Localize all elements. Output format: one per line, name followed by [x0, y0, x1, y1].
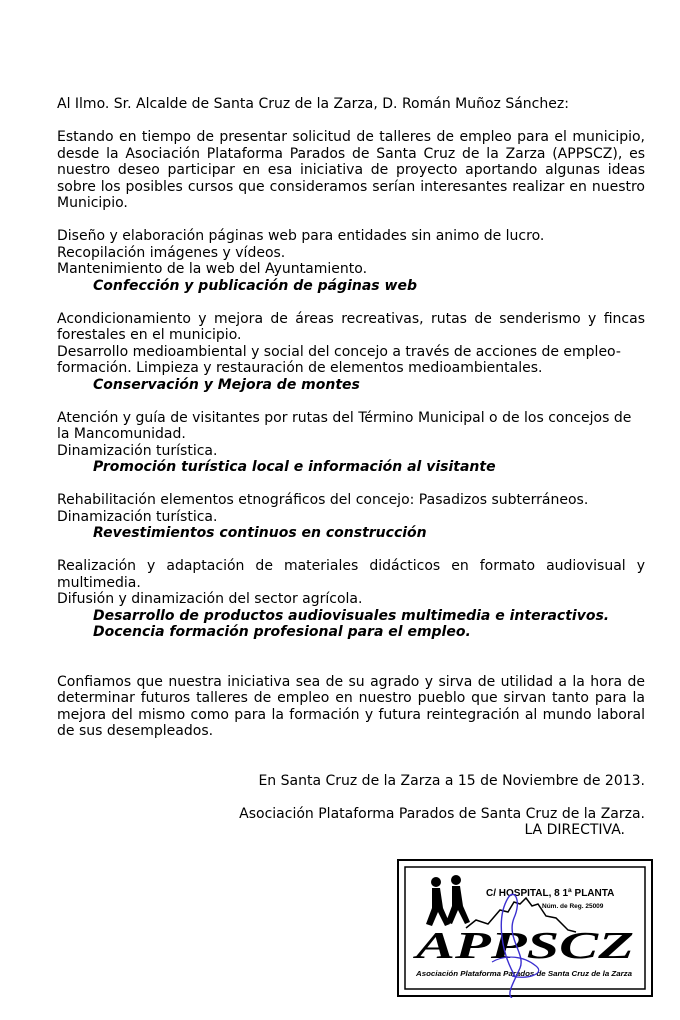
course-item: Atención y guía de visitantes por rutas del Término Municipal o de los concejos de la Mancomunidad.: [57, 409, 632, 442]
intro-paragraph: Estando en tiempo de presentar solicitud de talleres de empleo para el municipio, desde la Asociación Plataforma Parados de Santa Cruz de la Zarza (APPSCZ), es nuestro deseo participar en esa iniciativa de proyecto aportando algunas ideas sobre los posibles cursos que consideramos serían interesantes realizar en nuestro Municipio.: [57, 129, 645, 211]
course-section-4: [57, 492, 645, 542]
walking-people-icon: [426, 875, 470, 926]
closing-paragraph: Confiamos que nuestra iniciativa sea de su agrado y sirva de utilidad a la hora de determinar futuros talleres de empleo en nuestro pueblo que sirvan tanto para la mejora del mismo como para la formación y futura reintegración al mundo laboral de sus desempleados.: [57, 673, 645, 739]
association-stamp: [396, 858, 654, 998]
stamp-full-name: Asociación Plataforma Parados de Santa Cruz de la Zarza: [414, 969, 632, 978]
course-title: Revestimientos continuos en construcción: [93, 525, 427, 541]
course-section-5: [57, 558, 645, 641]
course-item: Dinamización turística.: [57, 442, 218, 459]
signature-role: LA DIRECTIVA.: [524, 822, 625, 838]
date-line: En Santa Cruz de la Zarza a 15 de Noviembre de 2013.: [258, 772, 645, 789]
course-item: Realización y adaptación de materiales didácticos en formato audiovisual y multimedia.: [57, 558, 645, 591]
course-item: Recopilación imágenes y vídeos.: [57, 244, 286, 261]
course-section-3: [57, 410, 645, 476]
stamp-graphic: [396, 858, 654, 998]
course-item: Mantenimiento de la web del Ayuntamiento.: [57, 261, 368, 277]
course-item: Diseño y elaboración páginas web para entidades sin animo de lucro.: [57, 228, 545, 244]
salutation: Al Ilmo. Sr. Alcalde de Santa Cruz de la Zarza, D. Román Muñoz Sánchez:: [57, 96, 569, 112]
stamp-registry: Núm. de Reg. 25009: [542, 903, 604, 910]
course-title: Conservación y Mejora de montes: [93, 376, 360, 393]
letter-body: [57, 96, 645, 839]
course-item: Rehabilitación elementos etnográficos del concejo: Pasadizos subterráneos.: [57, 492, 589, 508]
course-item: Desarrollo medioambiental y social del concejo a través de acciones de empleo-formación. Limpieza y restauración de elementos medioambientales.: [57, 343, 621, 376]
course-title: Desarrollo de productos audiovisuales multimedia e interactivos.: [93, 607, 610, 624]
course-title: Docencia formación profesional para el empleo.: [93, 624, 471, 640]
stamp-acronym: APPSCZ: [412, 925, 634, 967]
signature-org: Asociación Plataforma Parados de Santa Cruz de la Zarza.: [239, 805, 645, 822]
course-section-1: [57, 228, 645, 294]
course-item: Difusión y dinamización del sector agrícola.: [57, 591, 363, 607]
course-section-2: [57, 311, 645, 394]
course-title: Confección y publicación de páginas web: [93, 277, 417, 294]
course-item: Dinamización turística.: [57, 508, 218, 525]
stamp-address: C/ HOSPITAL, 8 1ª PLANTA: [486, 888, 615, 899]
course-item: Acondicionamiento y mejora de áreas recreativas, rutas de senderismo y fincas forestales en el municipio.: [57, 310, 645, 343]
course-title: Promoción turística local e información al visitante: [93, 459, 496, 475]
